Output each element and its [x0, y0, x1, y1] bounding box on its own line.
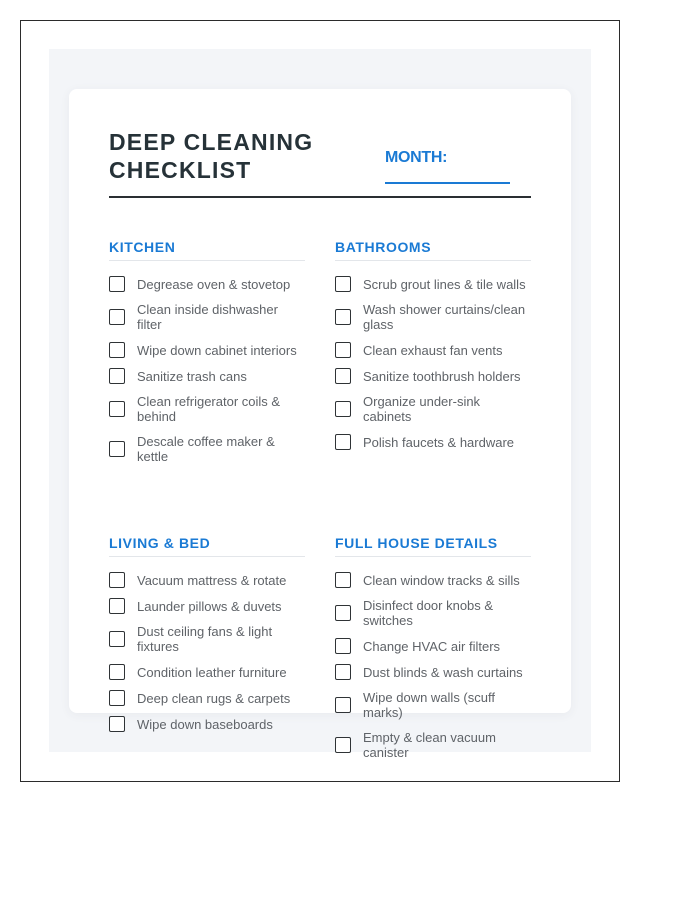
- checkbox[interactable]: [335, 401, 351, 417]
- checklist-item[interactable]: [335, 434, 531, 450]
- checkbox[interactable]: [109, 368, 125, 384]
- item-label: Clean inside dishwasher filter: [137, 302, 278, 332]
- checklist-content: [109, 127, 531, 760]
- checklist-item[interactable]: [109, 394, 305, 424]
- checklist-item[interactable]: [335, 598, 531, 628]
- checkbox[interactable]: [335, 434, 351, 450]
- checkbox[interactable]: [109, 716, 125, 732]
- checklist-item[interactable]: [335, 276, 531, 292]
- checklist-items: [109, 572, 305, 732]
- title-line-1: DEEP CLEANING: [109, 129, 314, 155]
- checklist-item[interactable]: [335, 368, 531, 384]
- section-kitchen: [109, 240, 305, 474]
- checkbox[interactable]: [109, 631, 125, 647]
- item-label: Wash shower curtains/clean glass: [363, 302, 526, 332]
- item-label: Change HVAC air filters: [363, 638, 501, 654]
- item-label: Disinfect door knobs & switches: [363, 598, 494, 628]
- checklist-item[interactable]: [109, 598, 305, 614]
- checkbox[interactable]: [335, 737, 351, 753]
- checklist-item[interactable]: [335, 572, 531, 588]
- checklist-item[interactable]: [109, 572, 305, 588]
- checkbox[interactable]: [335, 309, 351, 325]
- checkbox[interactable]: [335, 368, 351, 384]
- item-label: Deep clean rugs & carpets: [137, 690, 291, 706]
- checkbox[interactable]: [335, 342, 351, 358]
- checklist-item[interactable]: [335, 664, 531, 680]
- checklist-item[interactable]: [335, 342, 531, 358]
- section-title: KITCHEN: [109, 240, 305, 261]
- checklist-item[interactable]: [109, 434, 305, 464]
- month-field[interactable]: [385, 149, 510, 184]
- title-line-2: CHECKLIST: [109, 157, 252, 183]
- checkbox[interactable]: [109, 441, 125, 457]
- item-label: Dust ceiling fans & light fixtures: [137, 624, 273, 654]
- checkbox[interactable]: [109, 690, 125, 706]
- item-label: Condition leather furniture: [137, 664, 287, 680]
- section-living-bed: [109, 536, 305, 742]
- checkbox[interactable]: [109, 276, 125, 292]
- section-title: BATHROOMS: [335, 240, 531, 261]
- checklist-item[interactable]: [335, 302, 531, 332]
- item-label: Descale coffee maker & kettle: [137, 434, 275, 464]
- checkbox[interactable]: [109, 309, 125, 325]
- checklist-item[interactable]: [109, 624, 305, 654]
- section-full-house-details: [335, 536, 531, 770]
- checkbox[interactable]: [109, 598, 125, 614]
- section-bathrooms: [335, 240, 531, 460]
- checklist-item[interactable]: [335, 394, 531, 424]
- item-label: Dust blinds & wash curtains: [363, 664, 523, 680]
- item-label: Wipe down cabinet interiors: [137, 342, 297, 358]
- checklist-item[interactable]: [109, 276, 305, 292]
- checklist-item[interactable]: [109, 664, 305, 680]
- checklist-item[interactable]: [109, 690, 305, 706]
- item-label: Scrub grout lines & tile walls: [363, 276, 526, 292]
- checklist-item[interactable]: [109, 342, 305, 358]
- checkbox[interactable]: [335, 605, 351, 621]
- checklist-items: [335, 276, 531, 450]
- checkbox[interactable]: [335, 697, 351, 713]
- checkbox[interactable]: [335, 276, 351, 292]
- checkbox[interactable]: [109, 401, 125, 417]
- checklist-item[interactable]: [335, 730, 531, 760]
- checkbox[interactable]: [109, 342, 125, 358]
- checkbox[interactable]: [335, 638, 351, 654]
- month-label: MONTH:: [385, 149, 448, 166]
- item-label: Sanitize trash cans: [137, 368, 247, 384]
- checkbox[interactable]: [335, 664, 351, 680]
- checklist-item[interactable]: [109, 716, 305, 732]
- item-label: Vacuum mattress & rotate: [137, 572, 287, 588]
- checklist-item[interactable]: [335, 690, 531, 720]
- section-title: LIVING & BED: [109, 536, 305, 557]
- checkbox[interactable]: [335, 572, 351, 588]
- checklist-header: [109, 127, 531, 198]
- item-label: Polish faucets & hardware: [363, 434, 515, 450]
- item-label: Sanitize toothbrush holders: [363, 368, 521, 384]
- checkbox[interactable]: [109, 664, 125, 680]
- item-label: Organize under-sink cabinets: [363, 394, 481, 424]
- item-label: Wipe down walls (scuff marks): [363, 690, 495, 720]
- checklist-item[interactable]: [109, 368, 305, 384]
- item-label: Wipe down baseboards: [137, 716, 273, 732]
- section-title: FULL HOUSE DETAILS: [335, 536, 531, 557]
- item-label: Clean refrigerator coils & behind: [137, 394, 281, 424]
- item-label: Degrease oven & stovetop: [137, 276, 291, 292]
- page-title: [109, 128, 313, 184]
- item-label: Clean window tracks & sills: [363, 572, 520, 588]
- checklist-items: [335, 572, 531, 760]
- item-label: Launder pillows & duvets: [137, 598, 282, 614]
- checklist-item[interactable]: [109, 302, 305, 332]
- item-label: Empty & clean vacuum canister: [363, 730, 496, 760]
- checklist-item[interactable]: [335, 638, 531, 654]
- checkbox[interactable]: [109, 572, 125, 588]
- checklist-items: [109, 276, 305, 464]
- item-label: Clean exhaust fan vents: [363, 342, 503, 358]
